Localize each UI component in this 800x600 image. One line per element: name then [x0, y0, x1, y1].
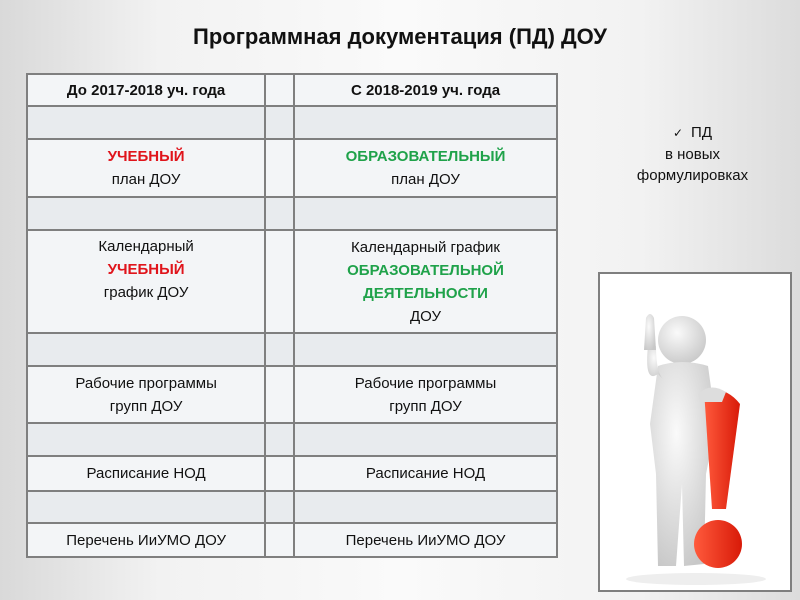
- table-row: [27, 523, 557, 557]
- blank-row: [27, 333, 557, 366]
- cell-text: график ДОУ: [103, 284, 189, 301]
- highlight-text: ОБРАЗОВАТЕЛЬНЫЙ: [345, 148, 506, 165]
- cell-old: Расписание НОД: [27, 456, 265, 491]
- cell-text: ДОУ: [410, 307, 442, 325]
- blank-row: [27, 106, 557, 139]
- cell-text: Календарный: [98, 238, 194, 255]
- cell-new: Перечень ИиУМО ДОУ: [294, 523, 557, 557]
- comparison-table: [26, 73, 558, 558]
- table-row: [27, 139, 557, 197]
- table-header-row: [27, 74, 557, 106]
- person-exclamation-icon: [600, 274, 790, 590]
- illustration-frame: [598, 272, 792, 592]
- note-line: ПД: [691, 124, 712, 141]
- blank-row: [27, 197, 557, 230]
- note-line: в новых: [664, 146, 720, 163]
- slide-title: Программная документация (ПД) ДОУ: [193, 24, 607, 49]
- cell-new: Расписание НОД: [294, 456, 557, 491]
- highlight-text: ОБРАЗОВАТЕЛЬНОЙ ДЕЯТЕЛЬНОСТИ: [347, 261, 504, 302]
- table-row: [27, 366, 557, 423]
- cell-text: Календарный график: [351, 238, 500, 256]
- spacer-cell: [265, 74, 294, 106]
- note-line: формулировках: [636, 167, 749, 184]
- spacer-cell: [265, 366, 294, 423]
- cell-old: [27, 230, 265, 333]
- cell-old: [27, 139, 265, 197]
- cell-new: [294, 366, 557, 423]
- table-row: [27, 456, 557, 491]
- spacer-cell: [265, 456, 294, 491]
- header-new: С 2018-2019 уч. года: [294, 74, 557, 106]
- cell-text: Рабочие программы групп ДОУ: [354, 374, 497, 415]
- side-note: [620, 122, 765, 186]
- table-row: [27, 230, 557, 333]
- spacer-cell: [265, 523, 294, 557]
- cell-text: Рабочие программы групп ДОУ: [75, 374, 217, 415]
- highlight-text: УЧЕБНЫЙ: [107, 148, 185, 165]
- cell-old: Перечень ИиУМО ДОУ: [27, 523, 265, 557]
- highlight-text: УЧЕБНЫЙ: [107, 261, 185, 278]
- spacer-cell: [265, 230, 294, 333]
- checkmark-icon: ✓: [672, 126, 684, 140]
- blank-row: [27, 491, 557, 523]
- cell-old: [27, 366, 265, 423]
- header-old: До 2017-2018 уч. года: [27, 74, 265, 106]
- spacer-cell: [265, 139, 294, 197]
- cell-new: [294, 230, 557, 333]
- blank-row: [27, 423, 557, 456]
- cell-text: план ДОУ: [391, 171, 460, 188]
- cell-text: план ДОУ: [111, 171, 181, 188]
- cell-new: [294, 139, 557, 197]
